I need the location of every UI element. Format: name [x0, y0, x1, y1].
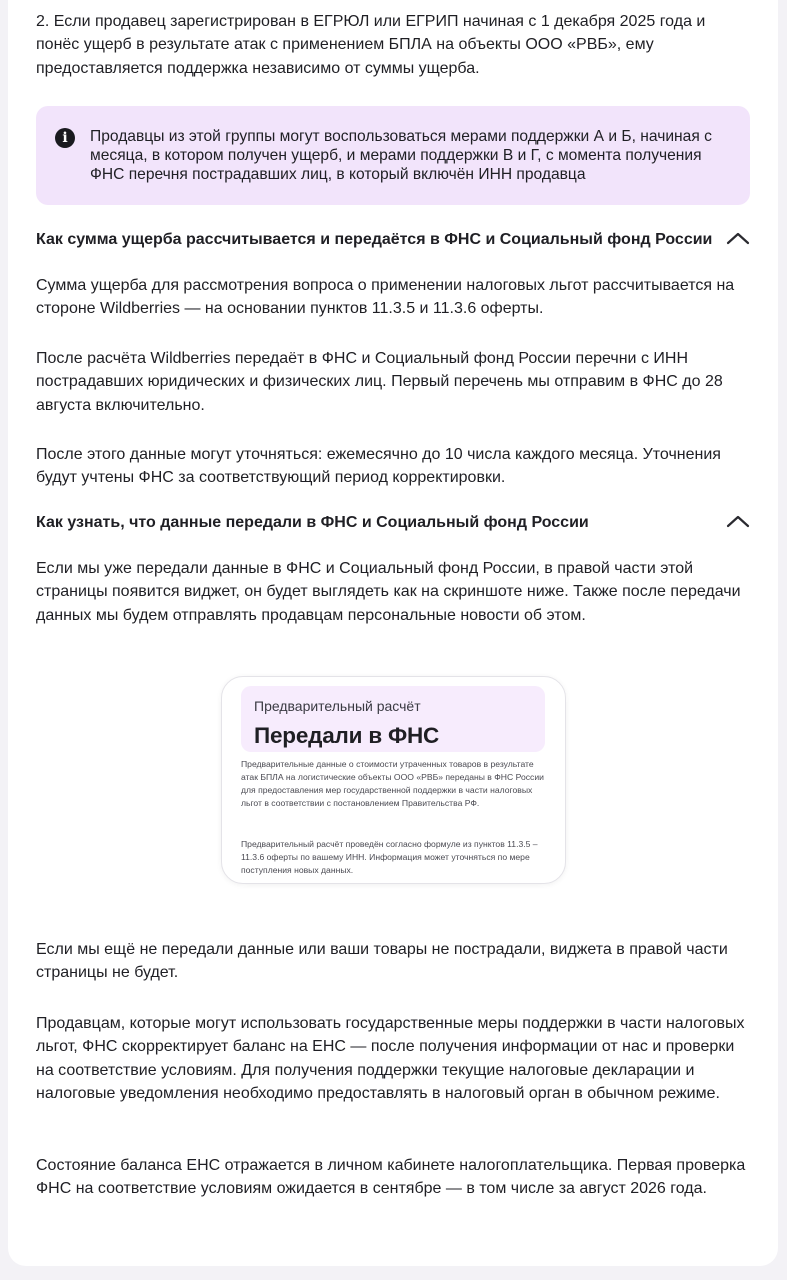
- widget-subtitle: Предварительный расчёт: [254, 698, 421, 714]
- chevron-up-icon[interactable]: [724, 510, 752, 534]
- widget-title: Передали в ФНС: [254, 723, 440, 748]
- chevron-up-icon[interactable]: [724, 227, 752, 251]
- widget-description: Предварительные данные о стоимости утраченных товаров в результате атак БПЛА на логистические объекты ООО «РВБ» переданы в ФНС России для предоставления мер государственной поддержки в части налоговых льгот в соответствии с постановлением Правительства РФ.: [241, 759, 544, 809]
- accordion-header-data-transfer[interactable]: [36, 510, 752, 536]
- section-paragraph: Если мы уже передали данные в ФНС и Социальный фонд России, в правой части этой страницы появится виджет, он будет выглядеть как на скриншоте ниже. Также после передачи данных мы будем отправлять продавцам персональные новости об этом.: [36, 560, 741, 624]
- section-paragraph: После этого данные могут уточняться: ежемесячно до 10 числа каждого месяца. Уточнения будут учтены ФНС за соответствующий период корректировки.: [36, 446, 721, 487]
- widget-screenshot: [221, 676, 566, 884]
- callout-text: Продавцы из этой группы могут воспользоваться мерами поддержки А и Б, начиная с месяца, в котором получен ущерб, и мерами поддержки В и Г, с момента получения ФНС перечня пострадавших лиц, в который включён ИНН продавца: [90, 128, 712, 183]
- section-title: Как узнать, что данные передали в ФНС и Социальный фонд России: [36, 514, 589, 531]
- section-paragraph: Продавцам, которые могут использовать государственные меры поддержки в части налоговых льгот, ФНС скорректирует баланс на ЕНС — после получения информации от нас и проверки на соответствие условиям. Для получения поддержки текущие налоговые декларации и налоговые уведомления необходимо предоставлять в налоговый орган в обычном режиме.: [36, 1015, 745, 1102]
- section-paragraph: Если мы ещё не передали данные или ваши товары не пострадали, виджета в правой части страницы не будет.: [36, 941, 728, 982]
- section-paragraph: Сумма ущерба для рассмотрения вопроса о применении налоговых льгот рассчитывается на стороне Wildberries — на основании пунктов 11.3.5 и 11.3.6 оферты.: [36, 277, 735, 318]
- widget-header: [241, 686, 545, 752]
- widget-note: Предварительный расчёт проведён согласно формуле из пунктов 11.3.5 – 11.3.6 оферты по вашему ИНН. Информация может уточняться по мере поступления новых данных.: [241, 839, 538, 876]
- section-paragraph: Состояние баланса ЕНС отражается в личном кабинете налогоплательщика. Первая проверка ФНС на соответствие условиям ожидается в сентябре — в том числе за август 2026 года.: [36, 1157, 746, 1198]
- intro-paragraph: 2. Если продавец зарегистрирован в ЕГРЮЛ или ЕГРИП начиная с 1 декабря 2025 года и понёс ущерб в результате атак с применением БПЛА на объекты ООО «РВБ», ему предоставляется поддержка независимо от суммы ущерба.: [36, 13, 706, 77]
- section-title: Как сумма ущерба рассчитывается и передаётся в ФНС и Социальный фонд России: [36, 231, 713, 248]
- info-callout: [36, 106, 750, 205]
- info-icon: i: [55, 128, 75, 148]
- accordion-header-damage-calculation[interactable]: [36, 227, 752, 253]
- section-paragraph: После расчёта Wildberries передаёт в ФНС и Социальный фонд России перечни с ИНН пострадавших юридических и физических лиц. Первый перечень мы отправим в ФНС до 28 августа включительно.: [36, 350, 723, 414]
